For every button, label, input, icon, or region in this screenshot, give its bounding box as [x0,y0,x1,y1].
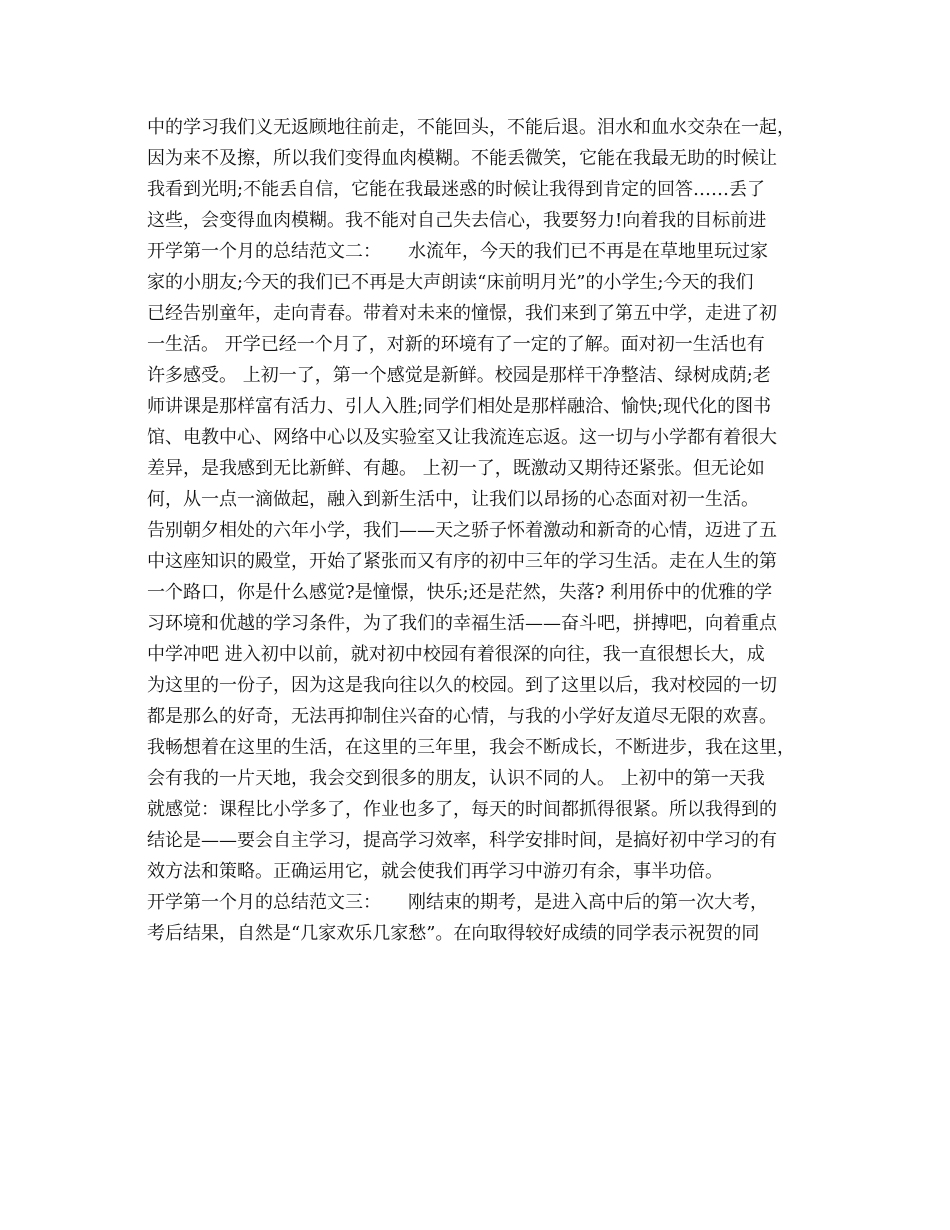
text-line: 许多感受。 上初一了，第一个感觉是新鲜。校园是那样干净整洁、绿树成荫;老 [147,365,771,386]
text-line: 因为来不及擦，所以我们变得血肉模糊。不能丢微笑，它能在我最无助的时候让 [147,148,777,169]
text-line: 馆、电教中心、网络中心以及实验室又让我流连忘返。这一切与小学都有着很大 [147,427,777,448]
text-line: 会有我的一片天地，我会交到很多的朋友，认识不同的人。 上初中的第一天我 [147,768,765,789]
text-line: 结论是——要会自主学习，提高学习效率，科学安排时间，是搞好初中学习的有 [147,830,777,851]
text-line: 告别朝夕相处的六年小学，我们——天之骄子怀着激动和新奇的心情，迈进了五 [147,520,777,541]
text-line: 中学冲吧 进入初中以前，就对初中校园有着很深的向往，我一直很想长大，成 [147,644,765,665]
text-line: 开学第一个月的总结范文二： 水流年，今天的我们已不再是在草地里玩过家 [147,241,768,262]
text-line: 都是那么的好奇，无法再抑制住兴奋的心情，与我的小学好友道尽无限的欢喜。 [147,706,777,727]
text-line: 已经告别童年，走向青春。带着对未来的憧憬，我们来到了第五中学，走进了初 [147,303,777,324]
text-line: 师讲课是那样富有活力、引人入胜;同学们相处是那样融洽、愉快;现代化的图书 [147,396,772,417]
text-line: 中的学习我们义无返顾地往前走，不能回头，不能后退。泪水和血水交杂在一起， [147,117,795,138]
text-line: 中这座知识的殿堂，开始了紧张而又有序的初中三年的学习生活。走在人生的第 [147,551,777,572]
text-line: 效方法和策略。正确运用它，就会使我们再学习中游刃有余，事半功倍。 [147,861,723,882]
text-line: 一个路口，你是什么感觉?是憧憬，快乐;还是茫然，失落? 利用侨中的优雅的学 [147,582,773,603]
text-line: 一生活。 开学已经一个月了，对新的环境有了一定的了解。面对初一生活也有 [147,334,765,355]
text-line: 习环境和优越的学习条件，为了我们的幸福生活——奋斗吧，拼搏吧，向着重点 [147,613,777,634]
text-line: 何，从一点一滴做起，融入到新生活中，让我们以昂扬的心态面对初一生活。 [147,489,759,510]
text-line: 差异，是我感到无比新鲜、有趣。 上初一了，既激动又期待还紧张。但无论如 [147,458,765,479]
text-line: 就感觉：课程比小学多了，作业也多了，每天的时间都抓得很紧。所以我得到的 [147,799,777,820]
text-line: 考后结果，自然是“几家欢乐几家愁”。在向取得较好成绩的同学表示祝贺的同 [147,923,760,944]
text-line: 这些，会变得血肉模糊。我不能对自己失去信心，我要努力!向着我的目标前进 [147,210,767,231]
text-line: 家的小朋友;今天的我们已不再是大声朗读“床前明月光”的小学生;今天的我们 [147,272,754,293]
body-text [147,112,817,949]
text-line: 我看到光明;不能丢自信，它能在我最迷惑的时候让我得到肯定的回答……丢了 [147,179,766,200]
text-line: 我畅想着在这里的生活，在这里的三年里，我会不断成长，不断进步，我在这里， [147,737,795,758]
text-line: 开学第一个月的总结范文三： 刚结束的期考，是进入高中后的第一次大考， [147,892,768,913]
text-line: 为这里的一份子，因为这是我向往以久的校园。到了这里以后，我对校园的一切 [147,675,777,696]
